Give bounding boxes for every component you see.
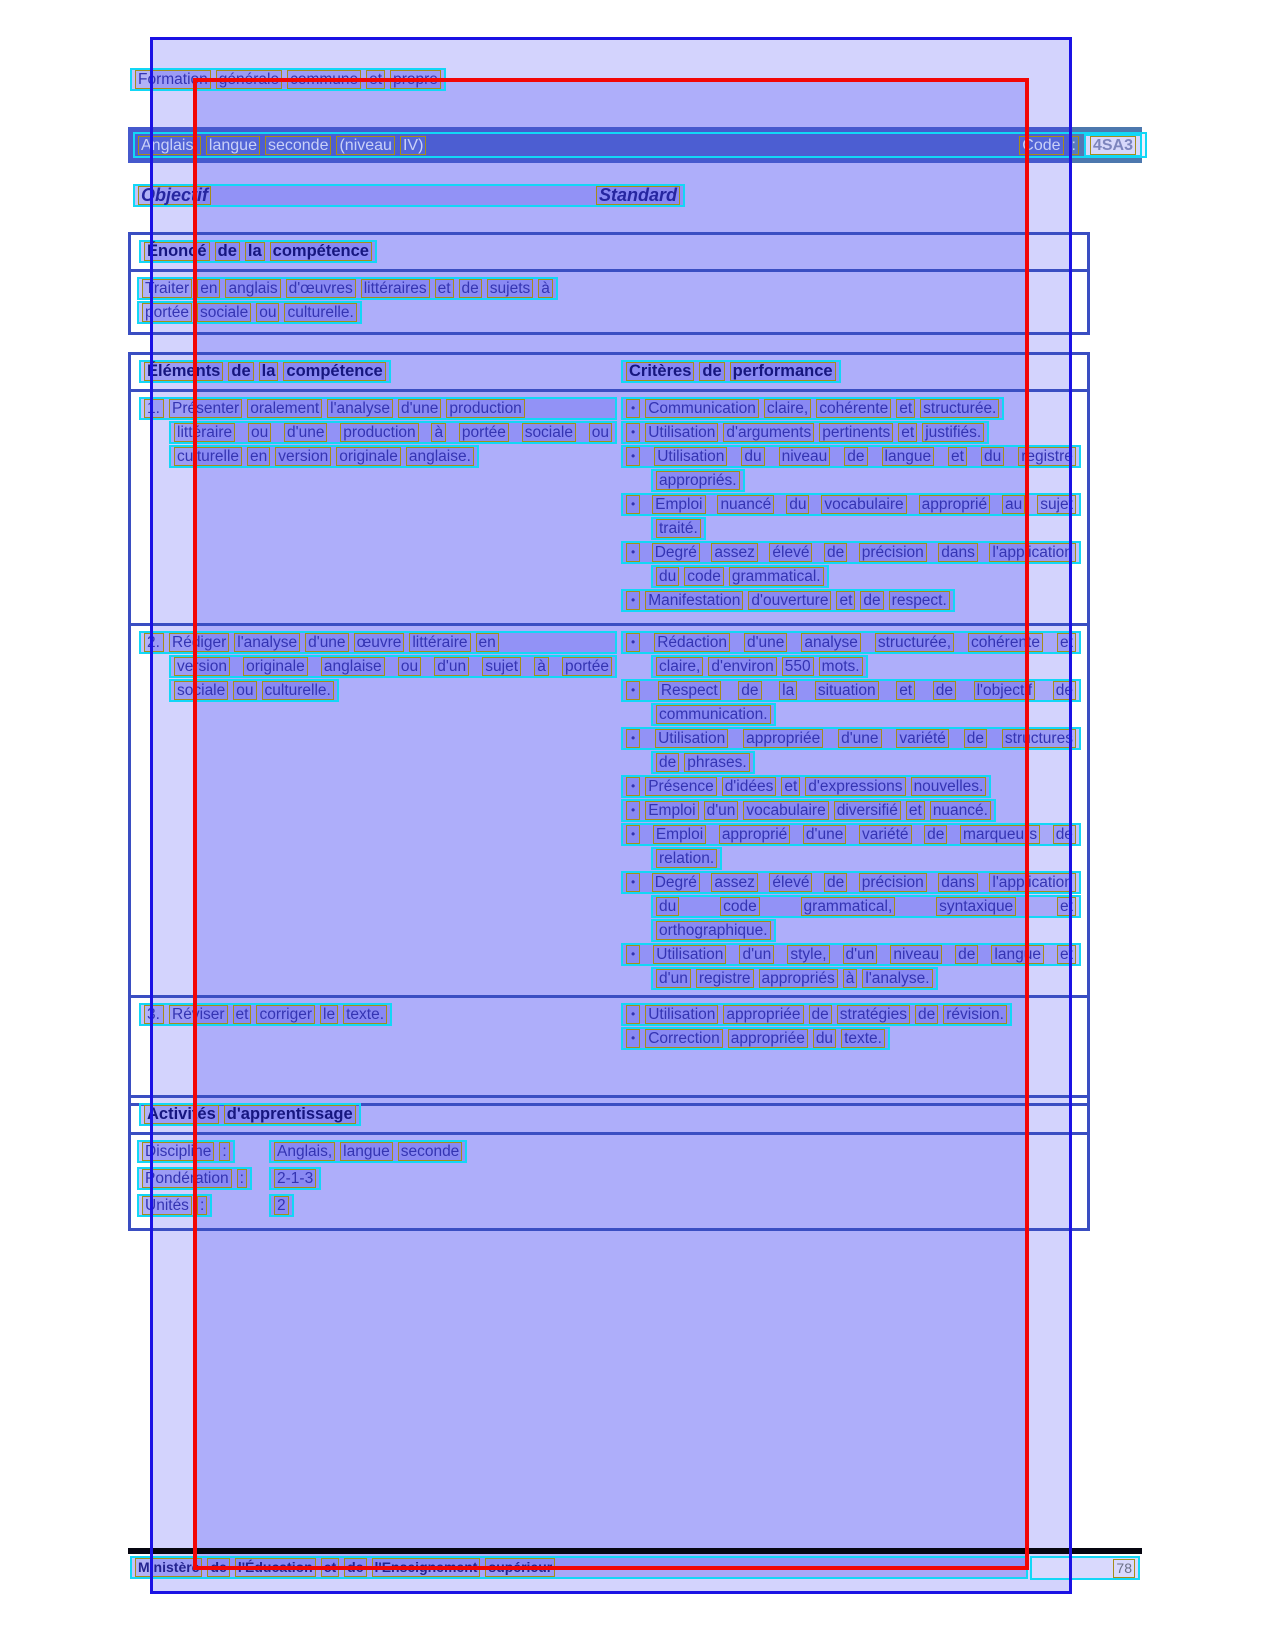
ocr-word: et [898,423,917,442]
ocr-word: compétence [283,362,385,381]
bullet-marker: • [626,543,640,562]
ocr-word: du [741,447,764,466]
ocr-word: assez [711,873,758,892]
ocr-word: : [219,1142,229,1161]
ocr-word: Ministère [135,1558,202,1577]
ocr-word: du [656,897,679,916]
bullet-marker: • [626,873,640,892]
ocr-word: de [809,1005,832,1024]
ocr-word: grammatical. [729,567,824,586]
ocr-word: de [344,1558,366,1577]
ocr-word: de [228,362,253,381]
ocr-word: d'un [656,969,691,988]
ocr-word: l'application [989,543,1076,562]
ocr-word: Communication [645,399,759,418]
ocr-word: appropriée [723,1005,803,1024]
ocr-word: registre [696,969,754,988]
ocr-word: : [197,1196,207,1215]
ocr-word: et [435,279,454,298]
ocr-word: culturelle. [284,303,356,322]
ocr-word: IV) [400,136,426,155]
ocr-word: Discipline [142,1142,214,1161]
ocr-word: : [237,1169,247,1188]
bullet-marker: • [626,633,640,652]
ocr-word: analyse [801,633,860,652]
ocr-word: en [197,279,220,298]
ocr-word: du [656,567,679,586]
ocr-word: Utilisation [645,423,718,442]
ocr-word: la [245,242,265,261]
ocr-word: littéraire [174,423,235,442]
ocr-word: production [446,399,524,418]
ocr-word: appropriée [728,1029,808,1048]
ocr-word: d'une [284,423,327,442]
ocr-word: en [247,447,270,466]
ocr-word: version [174,657,230,676]
bullet-marker: • [626,825,640,844]
ocr-word: Rédaction [654,633,730,652]
ocr-word: de [656,753,679,772]
ocr-word: Utilisation [654,447,727,466]
ocr-word: claire, [764,399,811,418]
ocr-word: Critères [626,362,694,381]
ocr-word: pertinents [819,423,893,442]
ocr-word: anglaise [321,657,385,676]
ocr-word: à [843,969,858,988]
ocr-word: de [964,729,987,748]
ocr-word: du [786,495,809,514]
ocr-word: l'Éducation [235,1558,316,1577]
ocr-word: ou [256,303,279,322]
red-annotation-rect [193,78,1029,1570]
ocr-word: Degré [652,543,700,562]
ocr-word: propre [390,70,441,89]
ocr-word: structures [1002,729,1076,748]
ocr-word: en [476,633,499,652]
ocr-word: originale [336,447,401,466]
ocr-word: sociale [197,303,251,322]
ocr-word: d'une [305,633,348,652]
ocr-word: structurée. [920,399,999,418]
bullet-marker: 1. [144,399,164,418]
ocr-word: approprié [719,825,791,844]
ocr-word: appropriée [743,729,823,748]
ocr-word: à [534,657,549,676]
ocr-word: grammatical, [801,897,896,916]
ocr-word: Anglais, [138,136,201,155]
ocr-word: assez [711,543,758,562]
ocr-word: générale [216,70,282,89]
ocr-word: Manifestation [645,591,743,610]
ocr-word: Utilisation [655,729,728,748]
ocr-word: culturelle. [262,681,334,700]
ocr-word: texte. [841,1029,885,1048]
ocr-word: ou [398,657,421,676]
ocr-word: d'ouverture [748,591,831,610]
ocr-word: portée [142,303,192,322]
ocr-word: élevé [769,873,812,892]
ocr-word: Emploi [645,801,698,820]
ocr-word: de [459,279,482,298]
ocr-word: traité. [656,519,701,538]
ocr-word: dans [938,873,978,892]
ocr-word: ou [589,423,612,442]
ocr-word: marqueurs [960,825,1040,844]
bullet-marker: • [626,777,640,796]
ocr-word: et [896,399,915,418]
ocr-word: et [1057,945,1076,964]
ocr-word: corriger [256,1005,315,1024]
ocr-word: anglaise. [406,447,474,466]
ocr-word: style, [787,945,829,964]
ocr-word: à [538,279,553,298]
ocr-word: révision. [943,1005,1007,1024]
ocr-word: situation [815,681,879,700]
ocr-word: supérieur [485,1558,555,1577]
ocr-word: langue [991,945,1044,964]
ocr-word: anglais [225,279,280,298]
ocr-word: performance [730,362,836,381]
ocr-word: mots. [819,657,863,676]
ocr-word: à [431,423,446,442]
ocr-word: compétence [270,242,372,261]
ocr-word: d'idées [722,777,777,796]
ocr-word: Utilisation [645,1005,718,1024]
ocr-word: du [981,447,1004,466]
ocr-word: Rédiger [169,633,229,652]
ocr-word: d'œuvres [286,279,356,298]
ocr-word: syntaxique [936,897,1016,916]
ocr-word: approprié [919,495,991,514]
objectif-label: Objectif [138,186,211,205]
ocr-word: structurée, [875,633,954,652]
bullet-marker: • [626,423,640,442]
ocr-word: de [844,447,867,466]
ocr-word: d'une [838,729,881,748]
ocr-word: Présenter [169,399,242,418]
ocr-word: justifiés. [922,423,984,442]
ocr-word: et [781,777,800,796]
ocr-word: : [1069,136,1079,155]
ocr-word: seconde [265,136,332,155]
ocr-word: de [955,945,978,964]
ocr-word: Éléments [144,362,223,381]
bullet-marker: 3. [144,1005,164,1024]
ocr-word: Emploi [652,495,705,514]
ocr-word: sujet [482,657,521,676]
bullet-marker: 2. [144,633,164,652]
ocr-word: sociale [522,423,576,442]
ocr-word: variété [859,825,912,844]
ocr-word: diversifié [834,801,901,820]
ocr-word: originale [243,657,308,676]
ocr-word: l'analyse. [862,969,932,988]
ocr-word: de [738,681,761,700]
ocr-word: dans [938,543,978,562]
ocr-word: portée [562,657,612,676]
ocr-word: et [1057,897,1076,916]
ocr-word: Respect [658,681,721,700]
bullet-marker: • [626,399,640,418]
ocr-word: langue [206,136,260,155]
ocr-word: appropriés. [656,471,740,490]
ocr-word: de [924,825,947,844]
ocr-word: de [207,1558,229,1577]
ocr-word: sujet [1037,495,1076,514]
ocr-word: Activités [144,1105,219,1124]
course-code-box [1084,134,1142,157]
ocr-word: (niveau [336,136,394,155]
ocr-word: précision [859,873,927,892]
ocr-word: et [896,681,915,700]
ocr-word: d'arguments [723,423,814,442]
page-number: 78 [1113,1559,1135,1578]
ocr-word: vocabulaire [821,495,906,514]
ocr-word: 2-1-3 [274,1169,316,1188]
ocr-word: d'une [744,633,787,652]
ocr-word: d'un [739,945,774,964]
ocr-word: Formation [135,70,211,89]
ocr-word: phrases. [684,753,749,772]
ocr-word: élevé [769,543,812,562]
ocr-word: Réviser [169,1005,228,1024]
ocr-word: 550 [782,657,814,676]
ocr-word: de [860,591,883,610]
ocr-word: culturelle [174,447,242,466]
ocr-word: et [948,447,967,466]
ocr-word: la [779,681,797,700]
ocr-word: l'objectif [974,681,1036,700]
ocr-word: l'application [989,873,1076,892]
ocr-word: littéraire [409,633,470,652]
ocr-word: niveau [779,447,831,466]
ocr-word: l'analyse [234,633,300,652]
bullet-marker: • [626,1005,640,1024]
ocr-word: nuancé [717,495,774,514]
ocr-word: d'expressions [805,777,905,796]
ocr-word: code [684,567,724,586]
standard-label: Standard [596,186,680,205]
ocr-word: Traiter [142,279,192,298]
ocr-word: Anglais, [274,1142,335,1161]
ocr-word: de [699,362,724,381]
ocr-word: cohérente [816,399,891,418]
ocr-word: langue [882,447,935,466]
ocr-word: d'un [434,657,469,676]
bullet-marker: • [626,495,640,514]
ocr-word: littéraires [361,279,430,298]
ocr-word: d'une [803,825,846,844]
ocr-word: et [906,801,925,820]
ocr-word: de [1053,825,1076,844]
ocr-word: nuancé. [930,801,991,820]
ocr-word: le [320,1005,338,1024]
ocr-word: orthographique. [656,921,771,940]
ocr-word: d'un [843,945,878,964]
ocr-word: d'une [398,399,441,418]
ocr-word: de [933,681,956,700]
ocr-word: de [915,1005,938,1024]
ocr-word: Unités [142,1196,192,1215]
ocr-word: respect. [889,591,950,610]
ocr-word: nouvelles. [911,777,987,796]
bullet-marker: • [626,945,640,964]
ocr-word: oralement [247,399,322,418]
ocr-word: l'Enseignement [372,1558,481,1577]
ocr-word: commune [287,70,361,89]
ocr-word: sociale [174,681,228,700]
ocr-word: claire, [656,657,703,676]
ocr-word: et [233,1005,252,1024]
bullet-marker: • [626,447,640,466]
ocr-word: du [813,1029,836,1048]
bullet-marker: • [626,801,640,820]
ocr-word: d'un [704,801,739,820]
ocr-word: production [340,423,418,442]
ocr-word: texte. [343,1005,387,1024]
ocr-word: appropriés [759,969,838,988]
ocr-word: d'environ [708,657,776,676]
ocr-word: de [824,873,847,892]
ocr-word: cohérente [968,633,1043,652]
bullet-marker: • [626,591,640,610]
ocr-word: communication. [656,705,771,724]
ocr-word: et [836,591,855,610]
ocr-word: Correction [645,1029,723,1048]
ocr-word: de [215,242,240,261]
ocr-word: et [366,70,385,89]
ocr-word: de [824,543,847,562]
ocr-word: Emploi [653,825,706,844]
ocr-word: œuvre [354,633,405,652]
ocr-word: et [321,1558,339,1577]
ocr-word: sujets [487,279,534,298]
ocr-word: l'analyse [327,399,393,418]
ocr-word: Pondération [142,1169,232,1188]
ocr-word: Utilisation [653,945,726,964]
ocr-word: seconde [398,1142,463,1161]
ocr-word: version [275,447,331,466]
ocr-word: précision [859,543,927,562]
ocr-word: 4SA3 [1090,136,1136,155]
ocr-word: d'apprentissage [224,1105,356,1124]
ocr-word: relation. [656,849,717,868]
ocr-word: Énoncé [144,242,210,261]
ocr-word: variété [896,729,949,748]
ocr-word: ou [248,423,271,442]
ocr-word: registre [1018,447,1076,466]
ocr-word: au [1002,495,1025,514]
ocr-word: la [259,362,279,381]
ocr-word: Présence [645,777,716,796]
ocr-word: et [1057,633,1076,652]
bullet-marker: • [626,1029,640,1048]
ocr-word: stratégies [837,1005,910,1024]
ocr-word: niveau [890,945,942,964]
ocr-word: Code [1019,136,1063,155]
ocr-word: 2 [274,1196,289,1215]
ocr-word: ou [233,681,256,700]
ocr-word: Degré [652,873,700,892]
bullet-marker: • [626,729,640,748]
ocr-word: langue [340,1142,393,1161]
ocr-word: code [720,897,760,916]
ocr-word: de [1053,681,1076,700]
ocr-word: portée [459,423,509,442]
bullet-marker: • [626,681,640,700]
ocr-word: vocabulaire [743,801,828,820]
